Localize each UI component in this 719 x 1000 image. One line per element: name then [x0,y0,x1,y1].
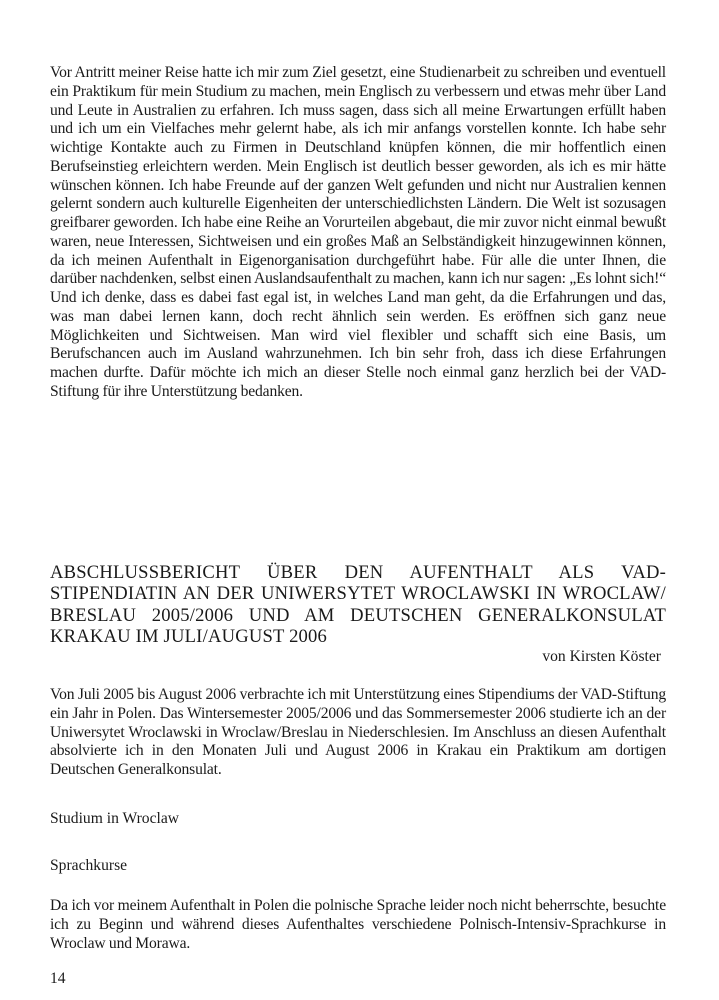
report-heading: ABSCHLUSSBERICHT ÜBER DEN AUFENTHALT ALS VAD-STIPENDIATIN AN DER UNIWERSYTET WROCLAWSKI IN WROCLAW/ BRESLAU 2005/2006 UND AM DEUTSCHEN GENERALKONSULAT KRAKAU IM JULI/AUGUST 2006 [50,562,666,648]
subheading-studium: Studium in Wroclaw [50,810,180,827]
intro-paragraph: Von Juli 2005 bis August 2006 verbrachte ich mit Unterstützung eines Stipendiums der VAD-Stiftung ein Jahr in Polen. Das Wintersemester 2005/2006 und das Sommersemester 2006 studierte ich an der Uniwersytet Wroclawski in Wroclaw/Breslau in Niederschlesien. Im Anschluss an diesen Aufenthalt absolvierte ich in den Monaten Juli und August 2006 in Krakau ein Praktikum am dortigen Deutschen Generalkonsulat. [50,686,666,778]
document-page [50,64,666,402]
author-byline: von Kirsten Köster [542,648,661,665]
closing-paragraph: Vor Antritt meiner Reise hatte ich mir zum Ziel gesetzt, eine Studienarbeit zu schreiben und eventuell ein Praktikum für mein Studium zu machen, mein Englisch zu verbessern und etwas mehr über Land und Leute in Australien zu erfahren. Ich muss sagen, dass sich all meine Erwartungen erfüllt haben und ich um ein Vielfaches mehr gelernt habe, als ich mir anfangs vorstellen konnte. Ich habe sehr wichtige Kontakte auch zu Firmen in Deutschland knüpfen können, die mir hoffentlich einen Berufseinstieg erleichtern werden. Mein Englisch ist deutlich besser geworden, als ich es mir hätte wünschen können. Ich habe Freunde auf der ganzen Welt gefunden und nicht nur Australien kennen gelernt sondern auch kulturelle Eigenheiten der unterschiedlichsten Ländern. Die Welt ist sozusagen greifbarer geworden. Ich habe eine Reihe an Vorurteilen abgebaut, die mir zuvor nicht einmal bewußt waren, neue Interessen, Sichtweisen und ein großes Maß an Selbständigkeit hinzugewinnen können, da ich meinen Aufenthalt in Eigenorganisation durchgeführt habe. Für alle die unter Ihnen, die darüber nachdenken, selbst einen Auslandsaufenthalt zu machen, kann ich nur sagen: „Es lohnt sich!“ Und ich denke, dass es dabei fast egal ist, in welches Land man geht, da die Erfahrungen und das, was man dabei lernen kann, doch recht ähnlich sein werden. Es eröffnen sich ganz neue Möglichkeiten und Sichtweisen. Man wird viel flexibler und schafft sich eine Basis, um Berufschancen auch im Ausland wahrzunehmen. Ich bin sehr froh, dass ich diese Erfahrungen machen durfte. Dafür möchte ich mich an dieser Stelle noch einmal ganz herzlich bei der VAD-Stiftung für ihre Unterstützung bedanken. [50,64,666,400]
page-number: 14 [50,970,66,987]
subheading-sprachkurse: Sprachkurse [50,857,128,874]
sprachkurse-paragraph: Da ich vor meinem Aufenthalt in Polen die polnische Sprache leider noch nicht beherrschte, besuchte ich zu Beginn und während dieses Aufenthaltes verschiedene Polnisch-Intensiv-Sprachkurse in Wroclaw und Morawa. [50,897,666,952]
